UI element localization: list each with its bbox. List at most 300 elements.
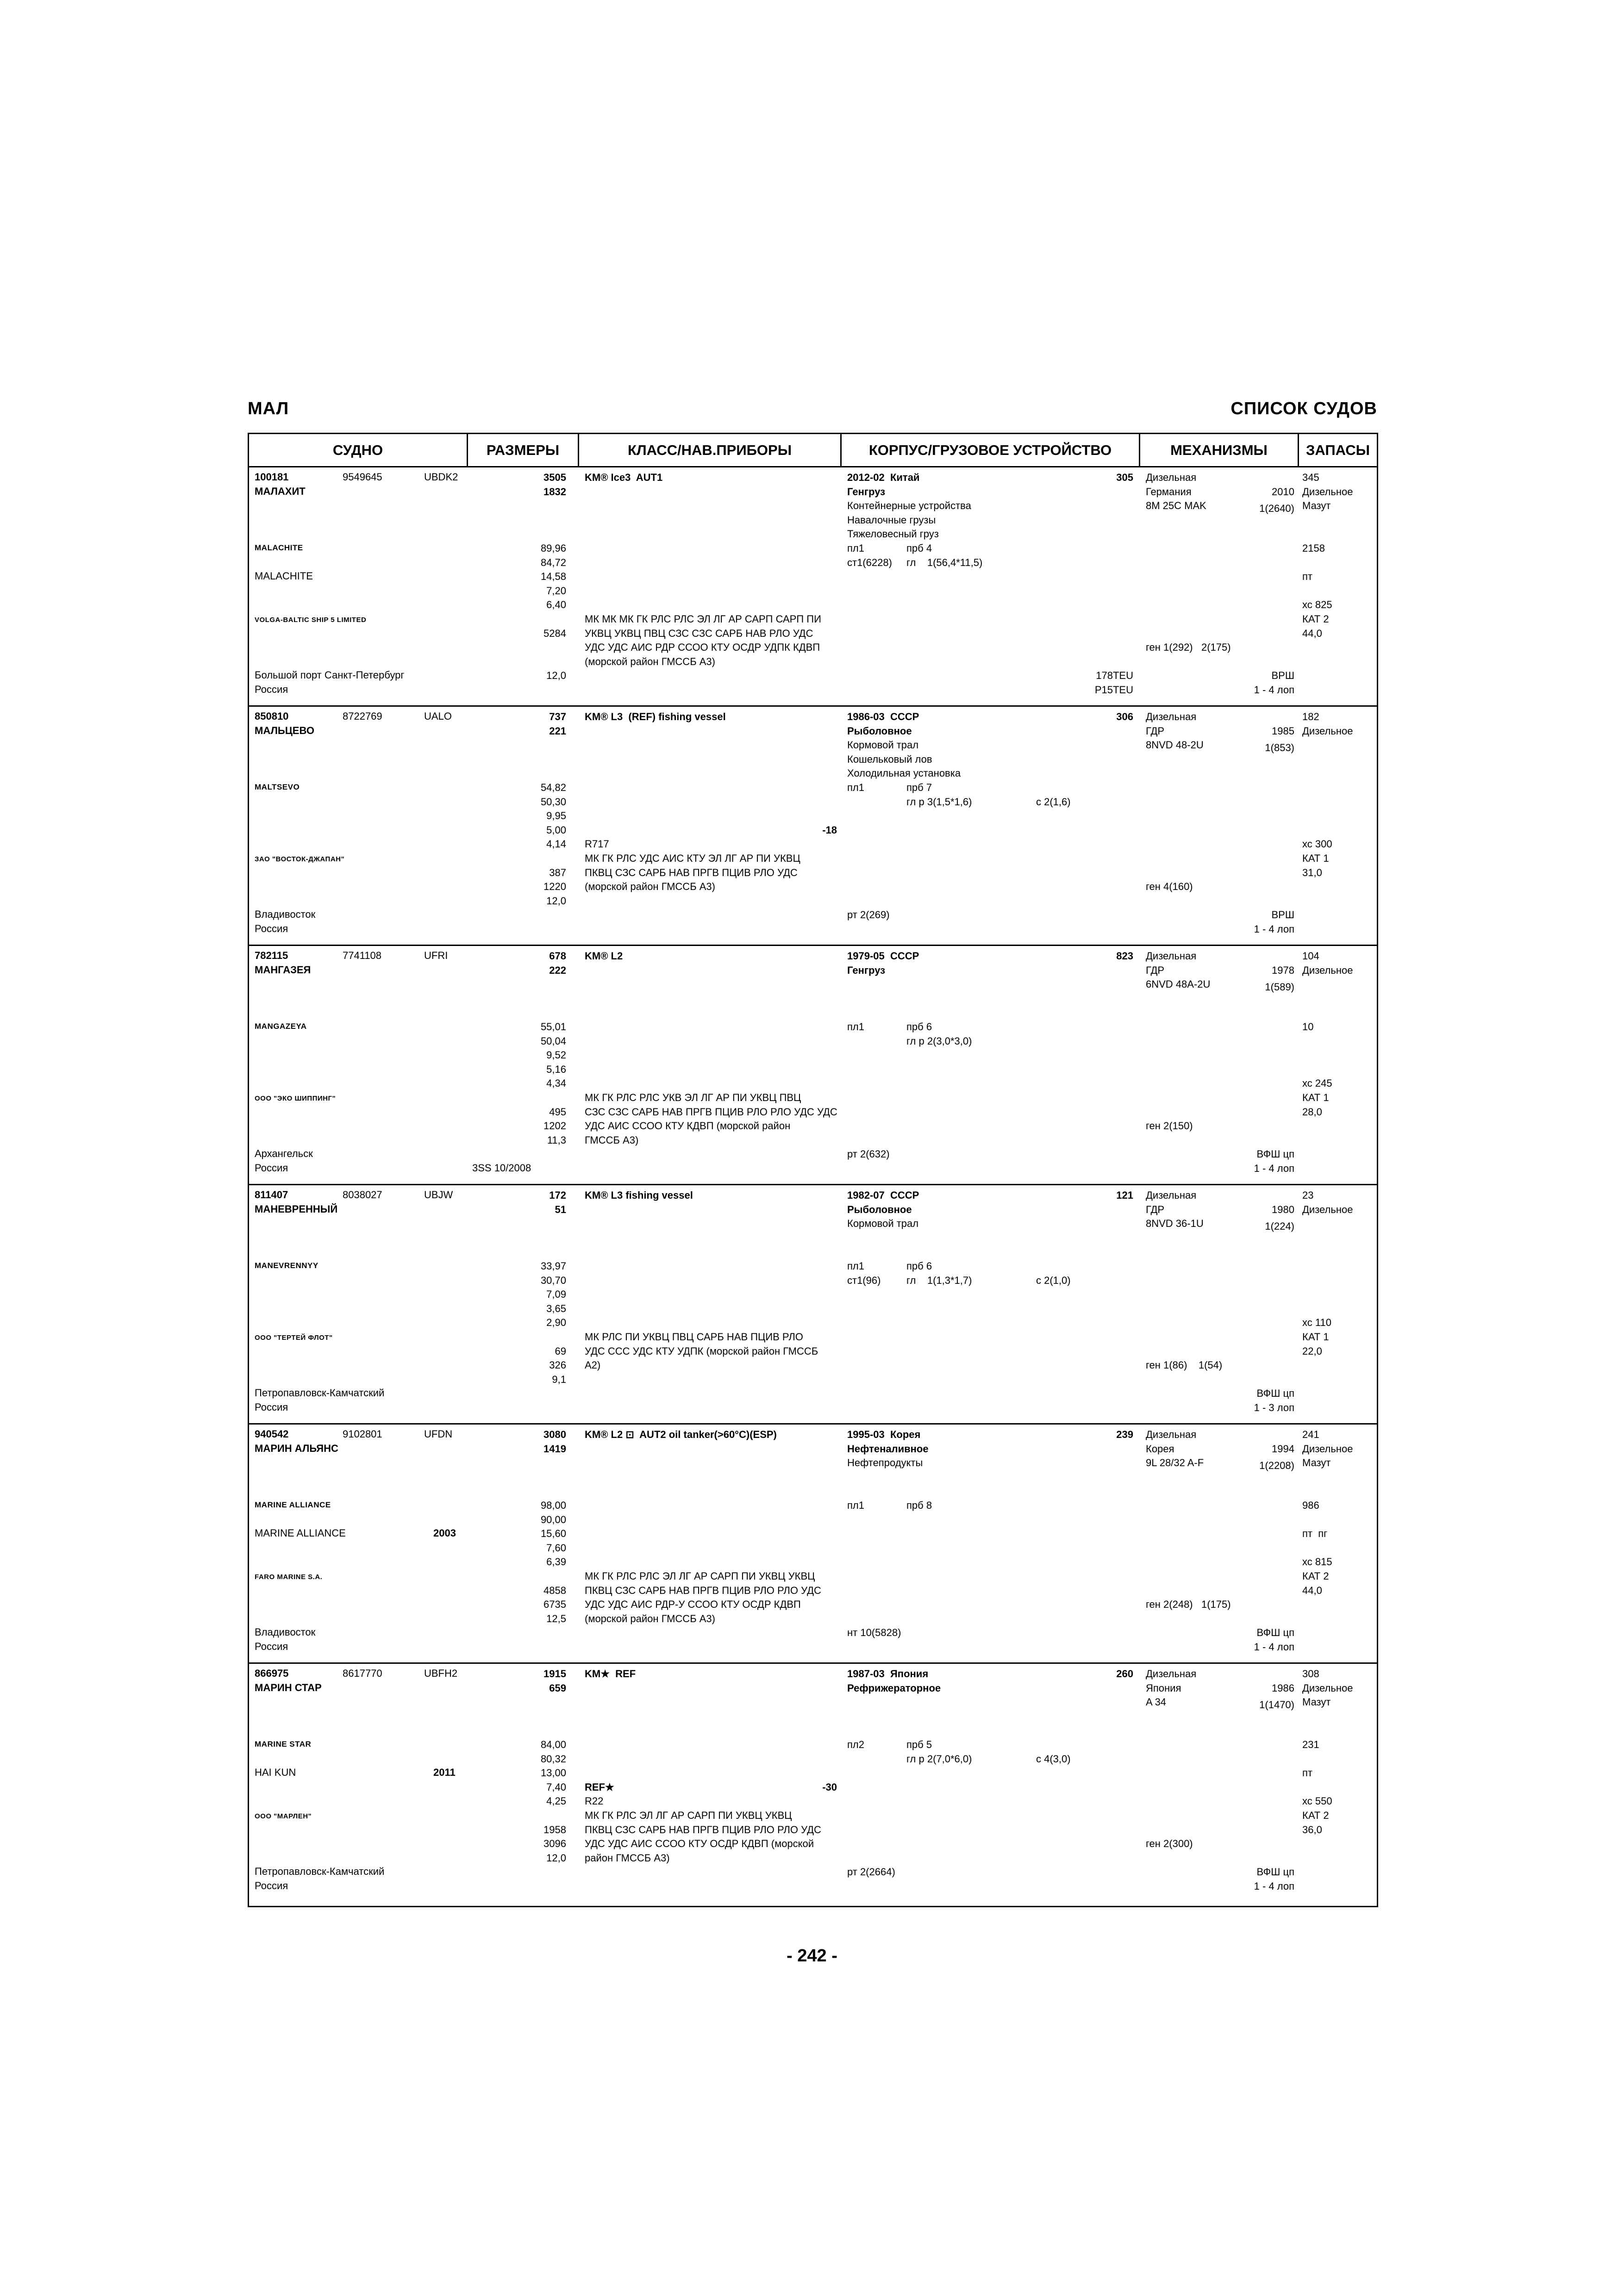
stores-line: КАТ 2 xyxy=(1302,613,1329,625)
hull-crane xyxy=(1036,1894,1129,1908)
hull-detail xyxy=(906,1470,1045,1485)
machinery-line xyxy=(1146,866,1294,880)
hull-detail xyxy=(906,837,1045,852)
hull-detail xyxy=(906,1527,1045,1541)
engine-power: 1(2640) xyxy=(1259,503,1294,515)
class-line xyxy=(585,795,839,809)
dimension-value xyxy=(468,1456,566,1470)
class-line: (морской район ГМССБ А3) xyxy=(585,881,715,893)
stores-line xyxy=(1302,766,1376,781)
class-line: МК ГК РЛС УДС АИС КТУ ЭЛ ЛГ АР ПИ УКВЦ xyxy=(585,852,800,864)
call-sign: UBFH2 xyxy=(424,1668,458,1679)
ship-info xyxy=(255,470,468,702)
machinery-line xyxy=(1146,809,1294,823)
dimension-value: 12,5 xyxy=(546,1612,566,1624)
machinery-line xyxy=(1146,1076,1294,1091)
stores-line xyxy=(1302,1752,1376,1767)
propeller-blades: 1 - 3 лоп xyxy=(1254,1401,1294,1413)
dimension-value: 326 xyxy=(549,1359,566,1371)
hull-detail xyxy=(906,1105,1045,1120)
machinery-line xyxy=(1146,1063,1294,1077)
hull-detail: прб 8 xyxy=(906,1499,932,1511)
hull-detail xyxy=(906,1373,1045,1387)
class-line xyxy=(585,738,839,753)
hull-hatch-details xyxy=(906,949,1045,1190)
machinery-line: Дизельная xyxy=(1146,711,1197,722)
hull-detail xyxy=(906,1442,1045,1456)
hull-detail xyxy=(906,908,1045,922)
ship-number: 940542 xyxy=(255,1428,289,1440)
class-line xyxy=(585,753,839,767)
propeller-block xyxy=(1226,1626,1294,1654)
stores-line: Дизельное xyxy=(1302,1443,1353,1455)
dimension-value: 678 xyxy=(549,950,566,962)
dimension-value: 6,39 xyxy=(546,1556,566,1568)
former-name-row xyxy=(255,1048,468,1062)
hull-crane xyxy=(1036,1217,1129,1231)
hull-line: Генгруз xyxy=(847,485,886,498)
stores-line xyxy=(1302,1302,1376,1316)
class-line: KM® Ice3 AUT1 xyxy=(585,472,663,483)
call-sign: UBDK2 xyxy=(424,471,458,483)
class-line xyxy=(585,527,839,541)
hull-crane xyxy=(1036,598,1129,612)
hull-detail xyxy=(906,964,1045,978)
machinery-line xyxy=(1146,584,1294,598)
stores-line xyxy=(1302,738,1376,753)
engine-year: 1978 xyxy=(1272,964,1294,976)
crew-number: 121 xyxy=(1116,1189,1133,1201)
hull-crane xyxy=(1036,866,1129,880)
hull-line: ст1(6228) xyxy=(847,556,892,568)
machinery-line: Дизельная xyxy=(1146,1189,1197,1201)
teu-capacity xyxy=(1073,922,1133,937)
class-line: УДС УДС АИС ССОО КТУ ОСДР КДВП (морской xyxy=(585,1838,814,1850)
stores-line: 10 xyxy=(1302,1020,1314,1033)
stores-line xyxy=(1302,977,1376,992)
hull-detail xyxy=(906,513,1045,528)
ship-info xyxy=(255,1427,468,1659)
machinery-line xyxy=(1146,1794,1294,1809)
propeller-blades: 1 - 4 лоп xyxy=(1254,1641,1294,1653)
hull-detail: гл р 3(1,5*1,6) xyxy=(906,796,972,808)
hull-detail xyxy=(906,949,1045,964)
hull-detail xyxy=(906,880,1045,894)
teu-capacity xyxy=(1073,1401,1133,1415)
ship-info xyxy=(255,949,531,1180)
stores-line: Мазут xyxy=(1302,500,1331,512)
hull-crane xyxy=(1036,485,1129,499)
owner-row xyxy=(255,612,366,628)
class-line xyxy=(585,1766,839,1780)
hull-detail xyxy=(906,823,1045,838)
hull-line: Навалочные грузы xyxy=(847,514,936,526)
stores-line xyxy=(1302,1006,1376,1020)
class-line xyxy=(585,1316,839,1330)
machinery-line: Дизельная xyxy=(1146,472,1197,483)
hull-crane xyxy=(1036,1259,1129,1274)
hull-detail xyxy=(906,485,1045,499)
hull-detail xyxy=(906,1119,1045,1133)
hull-crane xyxy=(1036,1470,1129,1485)
dimension-value: 11,3 xyxy=(547,1134,566,1146)
hull-crane xyxy=(1036,1584,1129,1598)
machinery-line: 8NVD 36-1U xyxy=(1146,1218,1204,1230)
machinery-line xyxy=(1146,1527,1294,1541)
class-notation xyxy=(585,1667,839,1865)
hull-crane xyxy=(1036,584,1129,598)
class-line: R22 xyxy=(585,1795,604,1807)
machinery-line xyxy=(1146,1288,1294,1302)
stores-line xyxy=(1302,1162,1376,1176)
hull-detail xyxy=(906,1133,1045,1148)
ship-record xyxy=(249,1664,1377,1903)
stores-line: пт xyxy=(1302,1767,1312,1779)
class-line xyxy=(585,1752,839,1767)
machinery-line: 6NVD 48A-2U xyxy=(1146,978,1211,990)
hull-detail xyxy=(906,1217,1045,1231)
ship-number: 850810 xyxy=(255,710,289,722)
class-line xyxy=(585,1034,839,1049)
dimension-value: 5284 xyxy=(543,627,566,639)
hull-detail xyxy=(906,1766,1045,1780)
dimension-value: 6,40 xyxy=(546,599,566,611)
dimension-value xyxy=(468,1724,566,1738)
ship-owner: ООО "ЭКО ШИППИНГ" xyxy=(255,1095,336,1102)
hull-detail xyxy=(906,1809,1045,1823)
ship-name-latin: MARINE ALLIANCE xyxy=(255,1500,331,1509)
stores-line xyxy=(1302,1470,1376,1485)
hull-crane xyxy=(1036,880,1129,894)
class-line xyxy=(585,1006,839,1020)
dimension-value: 7,09 xyxy=(546,1288,566,1300)
stores-line xyxy=(1302,1541,1376,1556)
stores-line: хс 815 xyxy=(1302,1556,1332,1568)
hull-crane xyxy=(1036,1794,1129,1809)
hull-crane xyxy=(1036,1105,1129,1120)
hull-detail xyxy=(906,1626,1045,1640)
hull-crane xyxy=(1036,1344,1129,1359)
hull-detail xyxy=(906,1513,1045,1527)
hull-hatch-details xyxy=(906,1188,1045,1429)
stores-line xyxy=(1302,1401,1376,1415)
class-line: МК ГК РЛС ЭЛ ЛГ АР САРП ПИ УКВЦ УКВЦ xyxy=(585,1809,792,1821)
machinery-line xyxy=(1146,1766,1294,1780)
stores-line xyxy=(1302,1894,1376,1908)
dimension-value xyxy=(468,1484,566,1499)
stores xyxy=(1302,1188,1376,1429)
dimension-value: 4,25 xyxy=(546,1795,566,1807)
flag-country: Россия xyxy=(255,922,288,934)
stores-line xyxy=(1302,753,1376,767)
former-name-row xyxy=(255,809,468,823)
machinery-line: Дизельная xyxy=(1146,1429,1197,1440)
class-line xyxy=(585,1302,839,1316)
hull-detail xyxy=(906,1724,1045,1738)
hull-detail: прб 5 xyxy=(906,1738,932,1750)
machinery-line xyxy=(1146,1330,1294,1344)
ship-number: 782115 xyxy=(255,950,288,961)
hull-detail: гл р 2(3,0*3,0) xyxy=(906,1035,972,1047)
teu-capacity xyxy=(1073,1640,1133,1655)
stores-line xyxy=(1302,1259,1376,1274)
class-line xyxy=(585,724,839,739)
hull-detail: гл р 2(7,0*6,0) xyxy=(906,1753,972,1765)
hull-line: ст1(96) xyxy=(847,1274,881,1286)
flag-country: Россия xyxy=(255,1640,288,1652)
stores-line: Мазут xyxy=(1302,1457,1331,1469)
machinery-line xyxy=(1146,570,1294,584)
class-notation xyxy=(585,710,839,894)
class-line xyxy=(585,570,839,584)
stores xyxy=(1302,1428,1376,1668)
dimension-value xyxy=(468,1006,566,1020)
machinery-line xyxy=(1146,1259,1294,1274)
container-capacity xyxy=(1073,908,1133,936)
dimension-value xyxy=(468,1217,566,1231)
class-line: СЗС СЗС САРБ НАВ ПРГВ ПЦИВ РЛО РЛО УДС УДС xyxy=(585,1106,837,1118)
home-port: Архангельск xyxy=(255,1148,313,1160)
hull-crane xyxy=(1036,1203,1129,1217)
machinery-line xyxy=(1146,1513,1294,1527)
hull-crane xyxy=(1036,852,1129,866)
stores-line: КАТ 2 xyxy=(1302,1809,1329,1821)
stores-line: 241 xyxy=(1302,1429,1319,1440)
machinery-line xyxy=(1146,1780,1294,1795)
hull-line: пл1 xyxy=(847,542,864,554)
dimension-value: 737 xyxy=(549,711,566,722)
former-name-year: 2011 xyxy=(433,1767,456,1779)
crew-number: 306 xyxy=(1116,711,1133,722)
hull-detail xyxy=(906,641,1045,655)
class-line: ПКВЦ СЗС САРБ НАВ ПРГВ ПЦИВ РЛО РЛО УДС xyxy=(585,1823,821,1836)
stores-line xyxy=(1302,1119,1376,1133)
stores-line xyxy=(1302,1710,1376,1724)
hull-crane xyxy=(1036,823,1129,838)
hull-detail xyxy=(906,1203,1045,1217)
column-header-hull: КОРПУС/ГРУЗОВОЕ УСТРОЙСТВО xyxy=(842,434,1140,467)
hull-crane xyxy=(1036,641,1129,655)
stores-line xyxy=(1302,1598,1376,1612)
class-line xyxy=(585,584,839,598)
refrigeration-temperature: -30 xyxy=(822,1781,837,1793)
ship-lat-block xyxy=(255,541,468,555)
hull-detail xyxy=(906,809,1045,823)
engine-year: 1994 xyxy=(1272,1443,1294,1455)
machinery-line xyxy=(1146,612,1294,627)
port-block xyxy=(255,1147,531,1175)
class-line: МК ГК РЛС РЛС ЭЛ ЛГ АР САРП ПИ УКВЦ УКВЦ xyxy=(585,1570,815,1582)
ship-id-row xyxy=(255,949,468,963)
dimension-value xyxy=(468,513,566,528)
dimension-value: 80,32 xyxy=(540,1753,566,1765)
stores xyxy=(1302,949,1376,1190)
hull-detail xyxy=(906,1837,1045,1851)
hull-detail xyxy=(906,1865,1045,1879)
ship-id-row xyxy=(255,1188,468,1202)
hull-detail xyxy=(906,1401,1045,1415)
dimension-value: 89,96 xyxy=(540,542,566,554)
hull-detail xyxy=(906,1006,1045,1020)
hull-detail xyxy=(906,1667,1045,1681)
class-line: А2) xyxy=(585,1359,601,1371)
class-line: KM® L2 xyxy=(585,950,623,962)
stores-line xyxy=(1302,880,1376,894)
hull-line: Нефтепродукты xyxy=(847,1457,923,1469)
port-block xyxy=(255,1865,468,1893)
stores-line: КАТ 1 xyxy=(1302,852,1329,864)
dimension-value xyxy=(468,1569,566,1584)
ship-number: 866975 xyxy=(255,1668,289,1679)
class-line xyxy=(585,1484,839,1499)
dimension-value: 55,01 xyxy=(540,1020,566,1033)
column-header-machinery: МЕХАНИЗМЫ xyxy=(1140,434,1299,467)
hull-detail xyxy=(906,1695,1045,1710)
class-line xyxy=(585,1738,839,1752)
stores-line: 23 xyxy=(1302,1189,1314,1201)
teu-capacity xyxy=(1073,1865,1133,1879)
hull-detail xyxy=(906,627,1045,641)
dimension-value: 7,20 xyxy=(546,585,566,597)
stores-line xyxy=(1302,1626,1376,1640)
ship-owner: ООО "МАРЛЕН" xyxy=(255,1812,312,1820)
machinery-line xyxy=(1146,1584,1294,1598)
hull-detail xyxy=(906,1598,1045,1612)
machinery-line: Дизельная xyxy=(1146,950,1197,962)
stores-line xyxy=(1302,1133,1376,1148)
stores-line xyxy=(1302,922,1376,937)
hull-detail xyxy=(906,1188,1045,1203)
stores-line: 182 xyxy=(1302,711,1319,722)
stores-line xyxy=(1302,584,1376,598)
stores-line xyxy=(1302,1373,1376,1387)
class-line xyxy=(585,1203,839,1217)
hull-crane xyxy=(1036,499,1129,513)
machinery-line xyxy=(1146,1020,1294,1034)
hull-crane xyxy=(1036,766,1129,781)
stores-line: хс 825 xyxy=(1302,599,1332,611)
class-line: МК ГК РЛС РЛС УКВ ЭЛ ЛГ АР ПИ УКВЦ ПВЦ xyxy=(585,1091,801,1103)
hull-line: Нефтеналивное xyxy=(847,1443,929,1455)
flag-country: Россия xyxy=(255,683,288,695)
propeller-block xyxy=(1226,1387,1294,1415)
class-line: (морской район ГМССБ А3) xyxy=(585,655,715,667)
dimension-value xyxy=(468,766,566,781)
machinery-line xyxy=(1146,1823,1294,1837)
stores-line: 44,0 xyxy=(1302,1584,1322,1596)
hull-crane xyxy=(1036,1738,1129,1752)
stores-line: пт xyxy=(1302,571,1312,583)
stores-line: 345 xyxy=(1302,472,1319,483)
imo-number: 9102801 xyxy=(343,1428,382,1440)
hull-hatch-details xyxy=(906,710,1045,951)
teu-capacity: 178TEU xyxy=(1096,670,1133,682)
hull-detail xyxy=(906,1076,1045,1091)
dimension-value: 7,40 xyxy=(546,1781,566,1793)
dimension-value: 98,00 xyxy=(540,1499,566,1511)
stores-line xyxy=(1302,1837,1376,1851)
machinery-line xyxy=(1146,852,1294,866)
propeller-type: ВФШ цп xyxy=(1256,1148,1294,1160)
class-line xyxy=(585,809,839,823)
hull-detail xyxy=(906,499,1045,513)
class-line xyxy=(585,781,839,795)
country-row xyxy=(255,922,468,936)
hull-line: Рыболовное xyxy=(847,725,912,737)
owner-row xyxy=(255,851,344,867)
survey-code: 3SS 10/2008 xyxy=(472,1162,531,1174)
imo-number: 7741108 xyxy=(343,950,382,961)
class-line xyxy=(585,598,839,612)
teu-capacity xyxy=(1073,1162,1133,1176)
hull-hatch-details xyxy=(906,1667,1045,1908)
dimension-value: 33,97 xyxy=(540,1260,566,1272)
hull-hatch-details xyxy=(906,1428,1045,1668)
ship-record xyxy=(249,946,1377,1185)
dimensions xyxy=(468,1667,566,1865)
stores xyxy=(1302,710,1376,951)
dimension-value: 14,58 xyxy=(540,571,566,583)
machinery-line: ген 2(300) xyxy=(1146,1838,1193,1850)
stores-line xyxy=(1302,1865,1376,1879)
hull-line: Кормовой трал xyxy=(847,739,919,751)
machinery-line xyxy=(1146,823,1294,838)
container-capacity xyxy=(1073,1147,1133,1176)
former-name: MALACHITE xyxy=(255,570,313,582)
flag-country: Россия xyxy=(255,1162,288,1174)
class-line xyxy=(585,1063,839,1077)
machinery-line: A 34 xyxy=(1146,1696,1167,1708)
hull-crane xyxy=(1036,612,1129,627)
ship-id-row xyxy=(255,470,468,485)
class-line xyxy=(585,766,839,781)
hull-detail xyxy=(906,1541,1045,1556)
dimension-value: 9,52 xyxy=(546,1049,566,1061)
hull-line: 1982-07 СССР xyxy=(847,1189,919,1201)
hull-crane xyxy=(1036,1302,1129,1316)
machinery-line xyxy=(1146,527,1294,541)
hull-detail: прб 6 xyxy=(906,1020,932,1033)
dimension-value xyxy=(468,1231,566,1245)
stores-line xyxy=(1302,655,1376,669)
propeller-blades: 1 - 4 лоп xyxy=(1254,923,1294,935)
class-line xyxy=(585,513,839,528)
propeller-type: ВФШ цп xyxy=(1256,1388,1294,1400)
hull-crane xyxy=(1036,1316,1129,1330)
class-line xyxy=(585,556,839,570)
hull-detail: прб 4 xyxy=(906,542,932,554)
hull-detail xyxy=(906,1245,1045,1259)
hull-crane xyxy=(1036,1612,1129,1626)
hull-detail xyxy=(906,471,1045,485)
hull-detail xyxy=(906,852,1045,866)
engine-year: 1985 xyxy=(1272,725,1294,737)
machinery-line: ген 2(150) xyxy=(1146,1120,1193,1132)
machinery-line xyxy=(1146,1034,1294,1049)
machinery-line xyxy=(1146,1752,1294,1767)
page-number: - 242 - xyxy=(787,1946,837,1966)
country-row xyxy=(255,1879,468,1893)
machinery-line xyxy=(1146,1851,1294,1866)
hull-detail xyxy=(906,1316,1045,1330)
hull-crane xyxy=(1036,1823,1129,1837)
stores-line xyxy=(1302,781,1376,795)
ship-record xyxy=(249,1425,1377,1664)
home-port: Владивосток xyxy=(255,908,316,921)
hull-detail xyxy=(906,710,1045,724)
hull-line: Кормовой трал xyxy=(847,1218,919,1230)
hull-crane xyxy=(1036,1119,1129,1133)
